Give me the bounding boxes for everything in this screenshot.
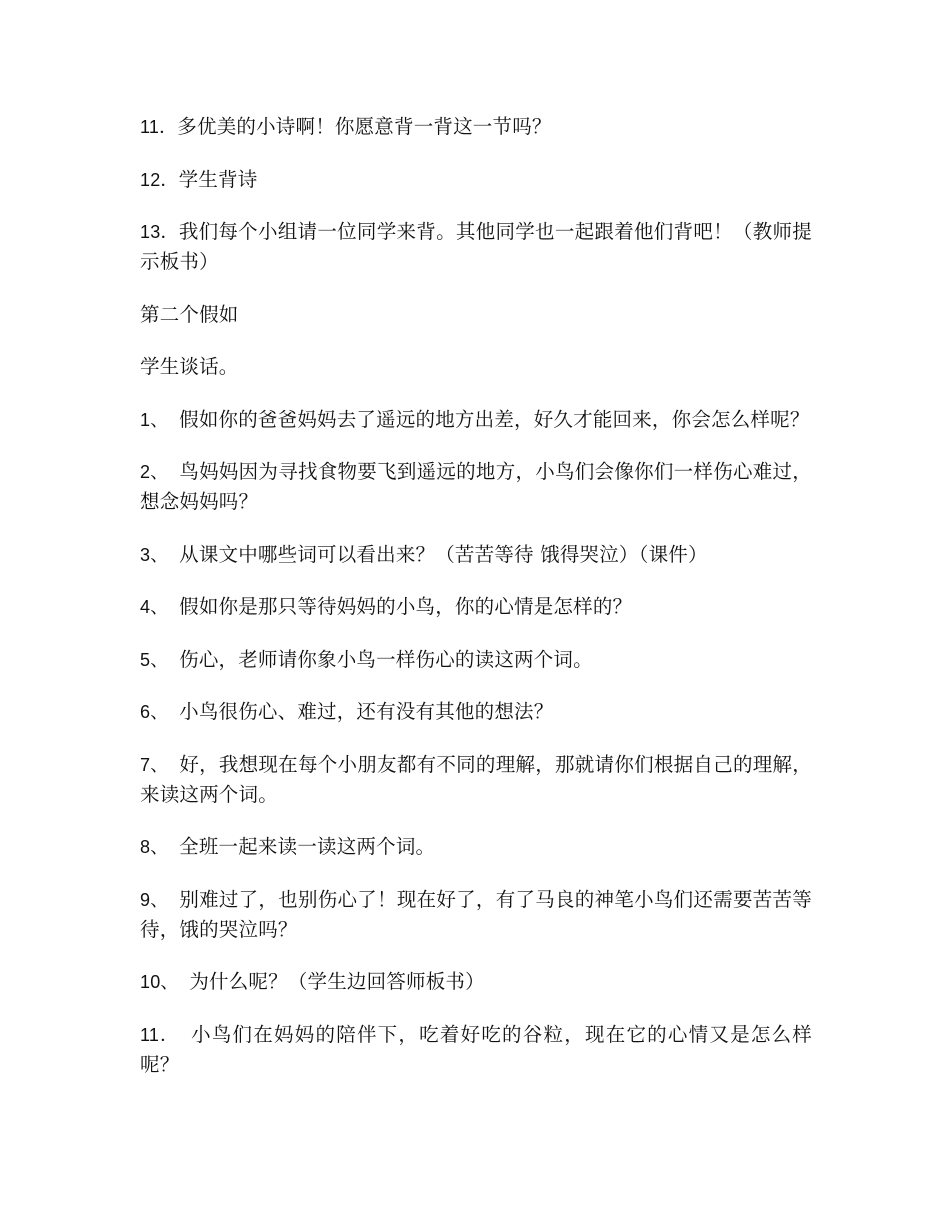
document-body: [140, 112, 812, 1102]
paragraph-number: 8、: [140, 837, 160, 857]
paragraph-text: 伤心，老师请你象小鸟一样伤心的读这两个词。: [159, 647, 593, 671]
paragraph-3: [140, 217, 812, 277]
paragraph-text: 小鸟们在妈妈的陪伴下，吃着好吃的谷粒，现在它的心情又是怎么样呢？: [140, 1022, 812, 1076]
paragraph-10: [140, 645, 812, 675]
paragraph-text: 好，我想现在每个小朋友都有不同的理解，那就请你们根据自己的理解，来读这两个词。: [140, 752, 812, 806]
paragraph-9: [140, 592, 812, 622]
paragraph-number: 6、: [140, 702, 160, 722]
paragraph-text: 从课文中哪些词可以看出来？（苦苦等待 饿得哭泣）（课件）: [159, 542, 708, 566]
paragraph-14: [140, 885, 812, 945]
paragraph-number: 11．: [140, 1024, 171, 1045]
paragraph-12: [140, 750, 812, 810]
paragraph-number: 10、: [140, 972, 170, 992]
paragraph-number: 12．: [140, 169, 179, 190]
paragraph-text: 小鸟很伤心、难过，还有没有其他的想法？: [159, 700, 554, 723]
paragraph-text: 多优美的小诗啊！你愿意背一背这一节吗？: [177, 115, 552, 138]
paragraph-6: [140, 405, 812, 435]
paragraph-number: 2、: [140, 462, 160, 482]
paragraph-text: 别难过了，也别伤心了！现在好了，有了马良的神笔小鸟们还需要苦苦等待，饿的哭泣吗？: [140, 887, 812, 941]
paragraph-text: 第二个假如: [140, 302, 239, 326]
paragraph-number: 4、: [140, 597, 160, 617]
paragraph-number: 5、: [140, 649, 160, 670]
paragraph-text: 全班一起来读一读这两个词。: [159, 835, 436, 858]
paragraph-1: [140, 112, 812, 142]
paragraph-number: 11．: [140, 117, 178, 137]
section-heading: [140, 300, 812, 330]
paragraph-16: [140, 1020, 812, 1080]
paragraph-7: [140, 457, 812, 517]
paragraph-number: 1、: [140, 409, 160, 430]
paragraph-number: 3、: [140, 544, 160, 565]
paragraph-text: 学生背诗: [178, 167, 258, 191]
paragraph-11: [140, 697, 812, 727]
paragraph-text: 假如你是那只等待妈妈的小鸟，你的心情是怎样的？: [159, 595, 633, 618]
paragraph-text: 我们每个小组请一位同学来背。其他同学也一起跟着他们背吧！（教师提示板书）: [140, 220, 813, 273]
paragraph-5: [140, 352, 812, 382]
paragraph-15: [140, 967, 812, 997]
paragraph-number: 13．: [140, 222, 179, 242]
paragraph-13: [140, 832, 812, 862]
paragraph-text: 假如你的爸爸妈妈去了遥远的地方出差，好久才能回来，你会怎么样呢？: [159, 407, 810, 431]
paragraph-text: 学生谈话。: [140, 355, 239, 378]
paragraph-number: 9、: [140, 889, 160, 910]
paragraph-number: 7、: [140, 754, 160, 775]
paragraph-2: [140, 165, 812, 195]
paragraph-text: 鸟妈妈因为寻找食物要飞到遥远的地方，小鸟们会像你们一样伤心难过，想念妈妈吗？: [140, 460, 812, 513]
paragraph-text: 为什么呢？（学生边回答师板书）: [169, 970, 485, 993]
paragraph-8: [140, 540, 812, 570]
